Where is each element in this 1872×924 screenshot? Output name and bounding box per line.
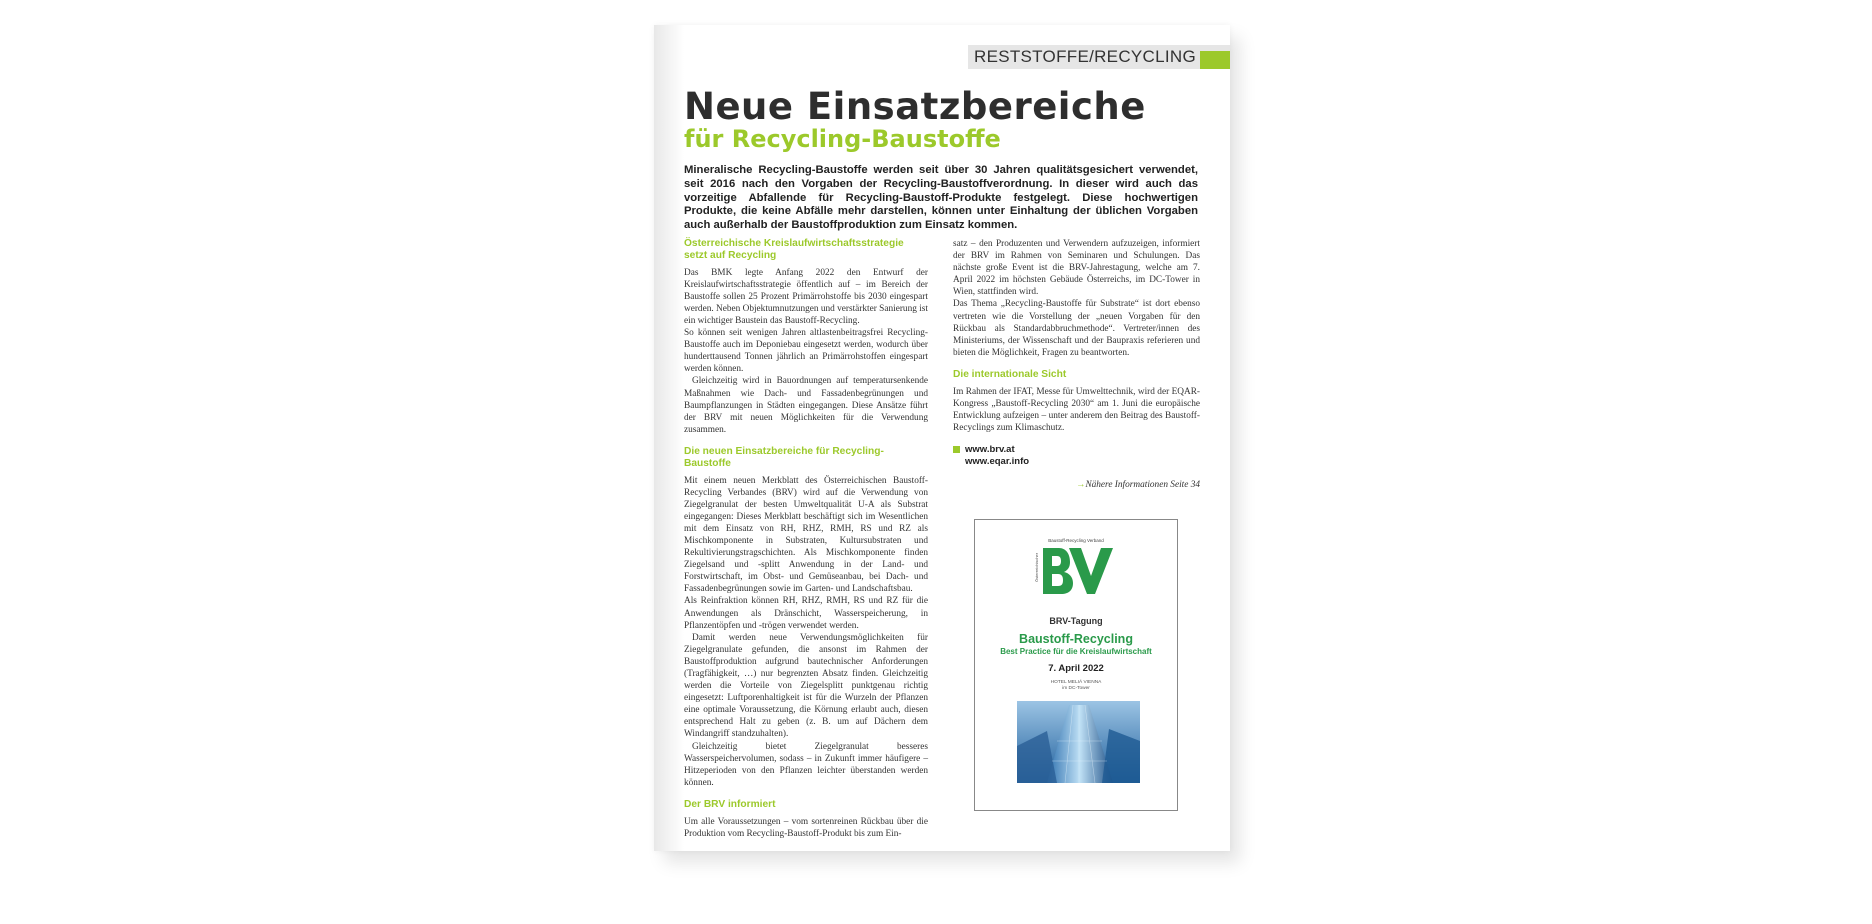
article-lead: Mineralische Recycling-Baustoffe werden seit über 30 Jahren qualitätsgesichert verwendet, seit 2016 nach den Vorgaben der Recycling-Baustoffverordnung. In dieser wird auch das vorzeitige Abfallende für Recycling-Baustoff-Produkte festgelegt. Diese hochwertigen Produkte, die keine Abfälle mehr darstellen, können unter Einhaltung der üblichen Vorgaben auch außerhalb der Baustoffproduktion zum Einsatz kommen. bbox=[684, 164, 1198, 232]
right-paragraph-1: satz – den Produzenten und Verwendern aufzuzeigen, informiert der BRV im Rahmen von Seminaren und Schulungen. Das nächste große Event ist die BRV-Jahrestagung, welche am 7. April 2022 im höchsten Gebäude Österreichs, im DC-Tower in Wien, stattfinden wird. bbox=[953, 239, 1200, 298]
more-info-text: Nähere Informationen Seite 34 bbox=[1085, 480, 1200, 491]
left-paragraph-6: Damit werden neue Verwendungsmöglichkeiten für Ziegelgranulate gefunden, die ansonst im Rahmen der Baustoffproduktion aufgrund bautechnischer Anforderungen (Tragfähigkeit, …) nur begrenzten Absatz finden. Gleichzeitig werden die Vorteile von Ziegelsplitt punktgenau richtig eingesetzt: Luftporenhaltigkeit ist für die Wurzeln der Pflanzen eine optimale Voraussetzung, die Körnung erlaubt auch, diesen entsprechend Halt zu geben (z. B. um auf Dächern dem Windangriff standzuhalten). bbox=[684, 632, 928, 740]
flyer-venue bbox=[975, 680, 1177, 692]
brv-logo-icon bbox=[1035, 542, 1117, 602]
left-paragraph-8: Um alle Voraussetzungen – vom sortenreinen Rückbau über die Produktion vom Recycling-Baustoff-Produkt bis zum Ein- bbox=[684, 816, 928, 839]
green-square-bullet-icon bbox=[953, 446, 960, 453]
page-gutter-shadow bbox=[654, 25, 684, 851]
more-info-note bbox=[953, 480, 1200, 490]
left-paragraph-3: Gleichzeitig wird in Bauordnungen auf temperatursenkende Maßnahmen wie Dach- und Fassadenbegrünungen und Baumpflanzungen in Städten eingegangen. Diese Ansätze führt der BRV mit neuen Möglichkeiten für die Verwendung zusammen. bbox=[684, 376, 928, 435]
link-brv[interactable]: www.brv.at bbox=[965, 444, 1015, 456]
flyer-title: Baustoff-Recycling bbox=[1019, 632, 1133, 646]
magazine-page bbox=[654, 25, 1230, 851]
flyer-venue-line-1: HOTEL MELIÁ VIENNA bbox=[1050, 680, 1102, 685]
section-tag-color-block bbox=[1200, 51, 1230, 69]
right-heading-international: Die internationale Sicht bbox=[953, 368, 1067, 380]
flyer-date: 7. April 2022 bbox=[1048, 663, 1104, 674]
logo-side-text: Österreichischer bbox=[1034, 552, 1039, 582]
left-paragraph-4: Mit einem neuen Merkblatt des Österreichischen Baustoff-Recycling Verbandes (BRV) wird auf die Verwendung von Ziegelgranulat der besten Umweltqualität U-A als Substrat eingegangen: Dieses Merkblatt beschäftigt sich im Wesentlichen mit dem Einsatz von RH, RHZ, RMH, RS und RZ als Mischkomponente in Substraten, Kultursubstraten und Rekultivierungstragschichten. Als Mischkomponente finden Ziegelsand und -splitt Anwendung in der Land- und Forstwirtschaft, im Obst- und Gemüseanbau, bei Dach- und Fassadenbegrünungen sowie im Garten- und Landschaftsbau. bbox=[684, 475, 928, 595]
right-column bbox=[953, 238, 1200, 490]
section-tag bbox=[968, 45, 1230, 69]
left-paragraph-1: Das BMK legte Anfang 2022 den Entwurf der Kreislaufwirtschaftsstrategie öffentlich auf – im Bereich der Baustoffe sollen 25 Prozent Primärrohstoffe bis 2030 eingespart werden. Neben Objektumnutzungen und verstärkter Sanierung ist ein wichtiger Baustein das Baustoff-Recycling. bbox=[684, 267, 928, 326]
right-paragraph-2: Das Thema „Recycling-Baustoffe für Substrate“ ist dort ebenso vertreten wie die Vorstellung der „neuen Vorgaben für den Rückbau als Standardabbruchmethode“. Vertreter/innen des Ministeriums, der Wissenschaft und der Baupraxis referieren und bieten die Möglichkeit, Fragen zu beantworten. bbox=[953, 299, 1200, 358]
left-heading-new-uses: Die neuen Einsatzbereiche für Recycling-Baustoffe bbox=[684, 445, 884, 469]
flyer-subtitle: Best Practice für die Kreislaufwirtschaft bbox=[1000, 647, 1152, 656]
event-flyer bbox=[974, 519, 1178, 811]
section-tag-label: RESTSTOFFE/RECYCLING bbox=[974, 47, 1196, 66]
flyer-venue-line-2: im DC-Tower bbox=[1062, 686, 1090, 691]
left-heading-strategy: Österreichische Kreislaufwirtschaftsstrategie setzt auf Recycling bbox=[684, 238, 904, 261]
left-paragraph-2: So können seit wenigen Jahren altlastenbeitragsfrei Recycling-Baustoffe auch im Deponiebau eingesetzt werden, wodurch über hunderttausend Tonnen jährlich an Primärrohstoffen eingespart werden können. bbox=[684, 328, 928, 375]
left-paragraph-7: Gleichzeitig bietet Ziegelgranulat besseres Wasserspeichervolumen, sodass – in Zukunft immer häufigere – Hitzeperioden von den Pflanzen leichter überstanden werden können. bbox=[684, 741, 928, 788]
article-title: Neue Einsatzbereiche bbox=[684, 85, 1146, 128]
flyer-event-name: BRV-Tagung bbox=[1049, 616, 1103, 626]
right-paragraph-3: Im Rahmen der IFAT, Messe für Umwelttechnik, wird der EQAR-Kongress „Baustoff-Recycling 2030“ am 1. Juni die europäische Entwicklung aufzeigen – unter anderem den Beitrag des Baustoff-Recyclings zum Klimaschutz. bbox=[953, 386, 1200, 434]
dc-tower-photo bbox=[1017, 701, 1140, 783]
arrow-right-icon: → bbox=[1076, 480, 1086, 491]
link-eqar[interactable]: www.eqar.info bbox=[965, 456, 1030, 468]
flyer-logo-caption: Baustoff-Recycling Verband bbox=[1048, 538, 1104, 543]
left-heading-brv-informs: Der BRV informiert bbox=[684, 798, 776, 810]
article-subtitle: für Recycling-Baustoffe bbox=[684, 125, 1001, 153]
web-links bbox=[953, 444, 1200, 468]
left-paragraph-5: Als Reinfraktion können RH, RHZ, RMH, RS und RZ für die Anwendungen als Dränschicht, Wasserspeicherung, in Pflanzentöpfen und -trögen verwendet werden. bbox=[684, 596, 928, 631]
left-column bbox=[684, 238, 928, 840]
